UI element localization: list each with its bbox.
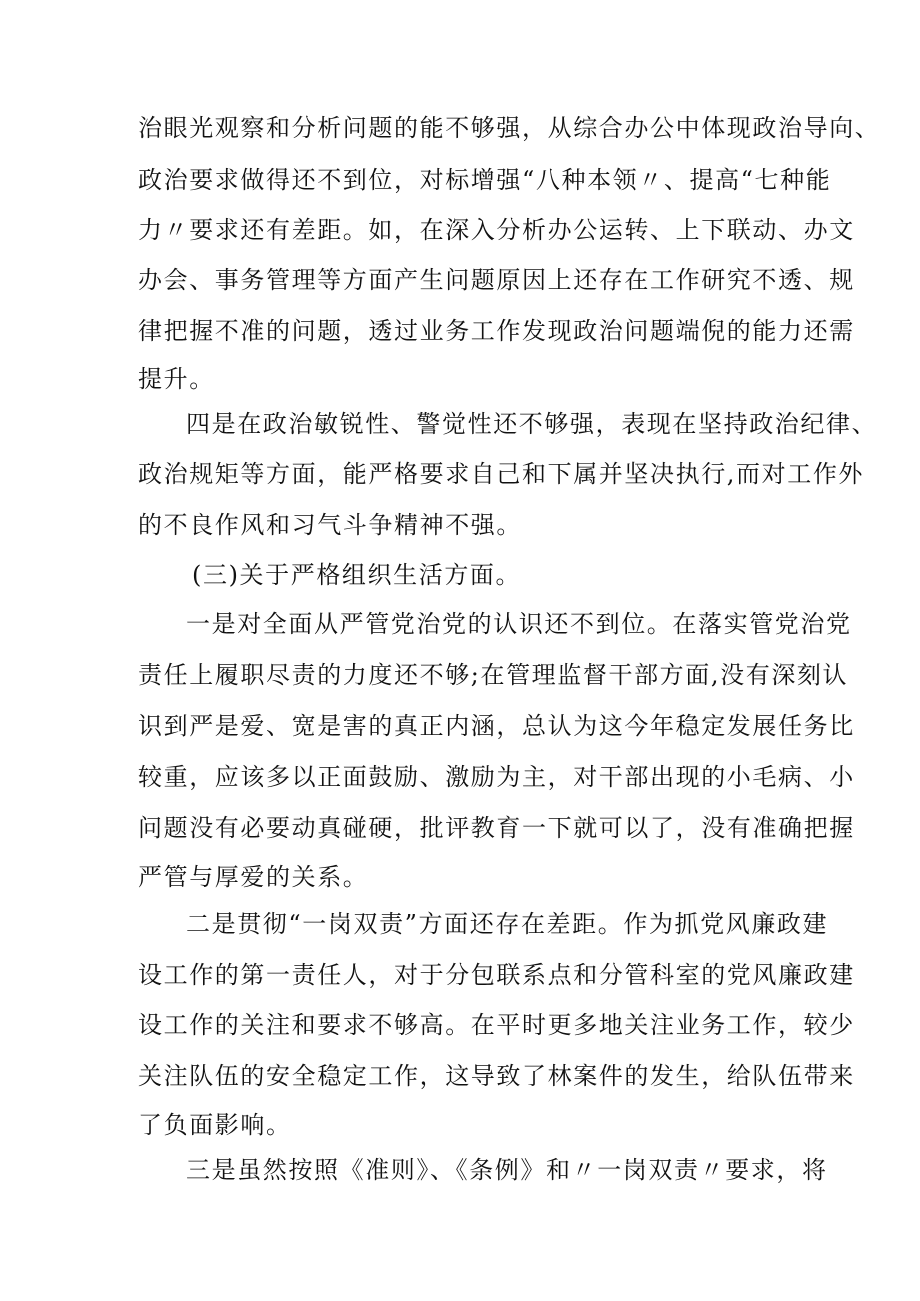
text-line: 较重，应该多以正面鼓励、激励为主，对干部出现的小毛病、小 bbox=[138, 763, 855, 791]
text-line: 的不良作风和习气斗争精神不强。 bbox=[138, 511, 522, 539]
paragraph-start-line: 二是贯彻“一岗双责”方面还存在差距。作为抓党风廉政建 bbox=[186, 910, 829, 938]
section-heading: (三)关于严格组织生活方面。 bbox=[192, 561, 522, 589]
text-line: 识到严是爱、宽是害的真正内涵，总认为这今年稳定发展任务比 bbox=[138, 712, 855, 740]
text-line: 律把握不准的问题，透过业务工作发现政治问题端倪的能力还需 bbox=[138, 317, 855, 345]
text-line: 政治规矩等方面，能严格要求自己和下属并坚决执行,而对工作外 bbox=[138, 460, 865, 488]
text-line: 治眼光观察和分析问题的能不够强，从综合办公中体现政治导向、 bbox=[138, 114, 881, 142]
paragraph-start-line: 四是在政治敏锐性、警觉性还不够强，表现在坚持政治纪律、 bbox=[186, 410, 878, 438]
text-line: 关注队伍的安全稳定工作，这导致了林案件的发生，给队伍带来 bbox=[138, 1062, 855, 1090]
text-line: 了负面影响。 bbox=[138, 1111, 292, 1139]
text-line: 政治要求做得还不到位，对标增强“八种本领〃、提高“七种能 bbox=[138, 166, 832, 194]
paragraph-start-line: 三是虽然按照《准则》、《条例》和〃一岗双责〃要求，将 bbox=[186, 1156, 828, 1184]
text-line: 问题没有必要动真碰硬，批评教育一下就可以了，没有准确把握 bbox=[138, 814, 855, 842]
text-line: 提升。 bbox=[138, 365, 215, 393]
text-line: 严管与厚爱的关系。 bbox=[138, 863, 369, 891]
text-line: 责任上履职尽责的力度还不够;在管理监督干部方面,没有深刻认 bbox=[138, 661, 849, 689]
text-line: 力〃要求还有差距。如，在深入分析办公运转、上下联动、办文 bbox=[138, 216, 855, 244]
text-line: 办会、事务管理等方面产生问题原因上还存在工作研究不透、规 bbox=[138, 266, 855, 294]
text-line: 设工作的第一责任人，对于分包联系点和分管科室的党风廉政建 bbox=[138, 961, 855, 989]
text-line: 设工作的关注和要求不够高。在平时更多地关注业务工作，较少 bbox=[138, 1011, 855, 1039]
paragraph-start-line: 一是对全面从严管党治党的认识还不到位。在落实管党治党 bbox=[186, 610, 852, 638]
